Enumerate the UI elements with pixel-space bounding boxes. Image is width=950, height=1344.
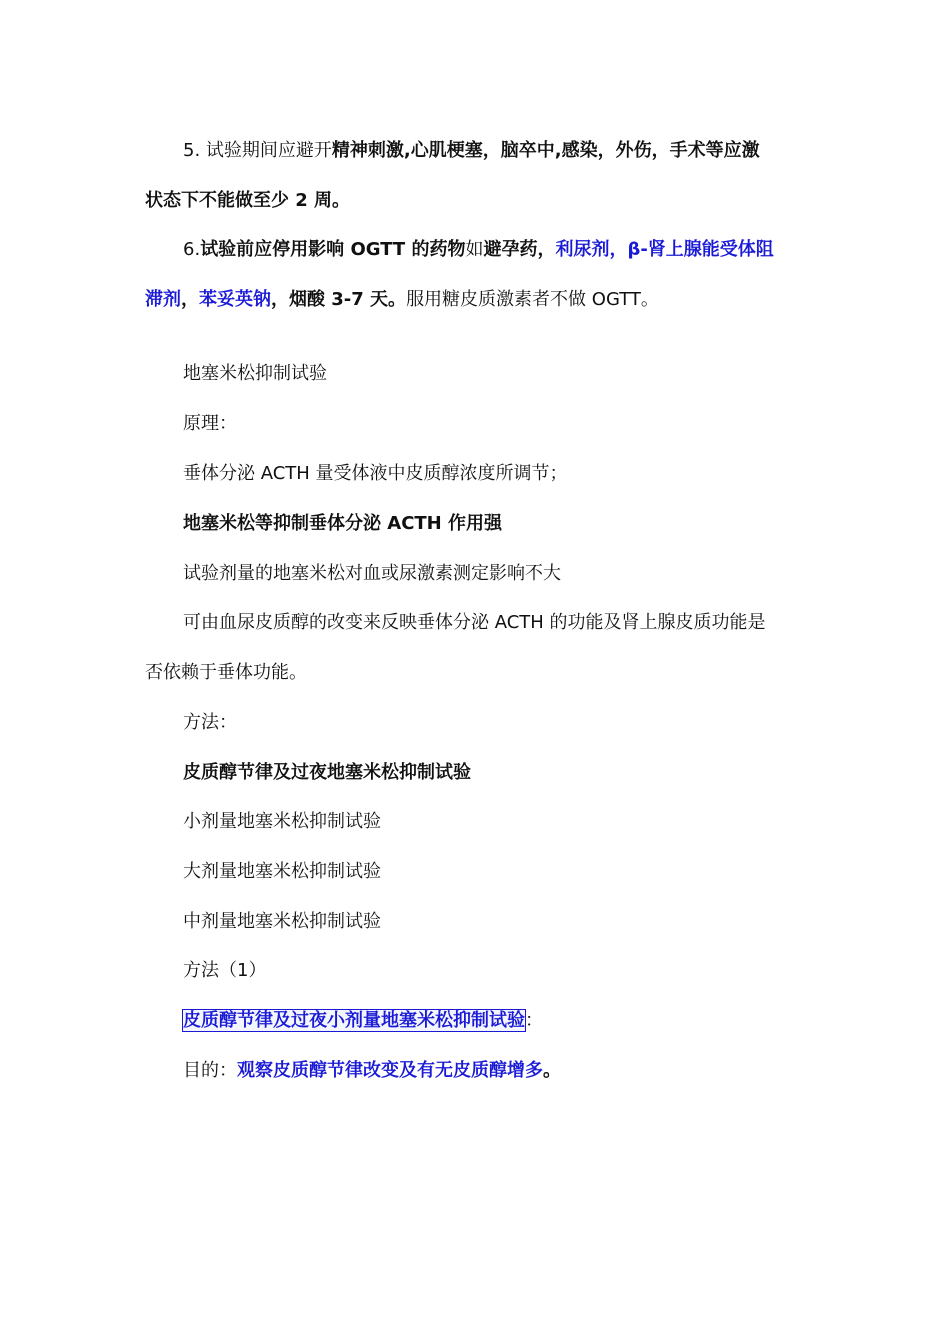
item-6-line2 [145, 286, 659, 314]
item-5-prefix: 5. 试验期间应避开 [183, 140, 332, 161]
method-one-colon: ： [525, 1010, 543, 1031]
purpose-end: 。 [543, 1060, 561, 1081]
method-one-title: 皮质醇节律及过夜小剂量地塞米松抑制试验 [183, 1010, 525, 1031]
method-one-label: 方法（1） [183, 960, 267, 981]
item-6-plain2: 服用糖皮质激素者不做 OGTT。 [406, 289, 659, 310]
item-6-bold1: 试验前应停用影响 OGTT 的药物 [200, 239, 466, 260]
method-label: 方法： [183, 712, 237, 733]
item-6-blue1: 利尿剂，β-肾上腺能受体阻 [555, 239, 774, 260]
item-5-bold-line1: 精神刺激,心肌梗塞，脑卒中,感染，外伤，手术等应激 [331, 140, 760, 161]
item-6-bold4: ，烟酸 3-7 天。 [271, 289, 407, 310]
dex-title: 地塞米松抑制试验 [183, 363, 327, 384]
item-6-bold2: 避孕药， [483, 239, 556, 260]
method-3: 大剂量地塞米松抑制试验 [183, 861, 381, 882]
principle-1: 垂体分泌 ACTH 量受体液中皮质醇浓度所调节； [183, 463, 568, 484]
principle-4-line1: 可由血尿皮质醇的改变来反映垂体分泌 ACTH 的功能及肾上腺皮质功能是 [183, 612, 766, 633]
principle-4-line2: 否依赖于垂体功能。 [145, 662, 307, 683]
item-6-bold3: ， [181, 289, 199, 310]
principle-label: 原理： [183, 413, 237, 434]
method-2: 小剂量地塞米松抑制试验 [183, 811, 381, 832]
item-6-blue3: 苯妥英钠 [199, 289, 271, 310]
item-6-line1 [183, 236, 774, 264]
purpose-label: 目的： [183, 1060, 237, 1081]
item-6-blue2: 滞剂 [145, 289, 181, 310]
principle-3: 试验剂量的地塞米松对血或尿激素测定影响不大 [183, 563, 561, 584]
item-5-line1 [183, 137, 760, 165]
method-4: 中剂量地塞米松抑制试验 [183, 911, 381, 932]
item-5-line2: 状态下不能做至少 2 周。 [145, 190, 351, 211]
method-one-title-line [183, 1007, 543, 1035]
method-1: 皮质醇节律及过夜地塞米松抑制试验 [183, 762, 471, 783]
item-6-plain1: 如 [465, 239, 484, 260]
purpose-text: 观察皮质醇节律改变及有无皮质醇增多 [237, 1060, 543, 1081]
purpose-line [183, 1057, 561, 1085]
principle-2: 地塞米松等抑制垂体分泌 ACTH 作用强 [183, 513, 503, 534]
item-6-prefix: 6. [183, 239, 201, 260]
